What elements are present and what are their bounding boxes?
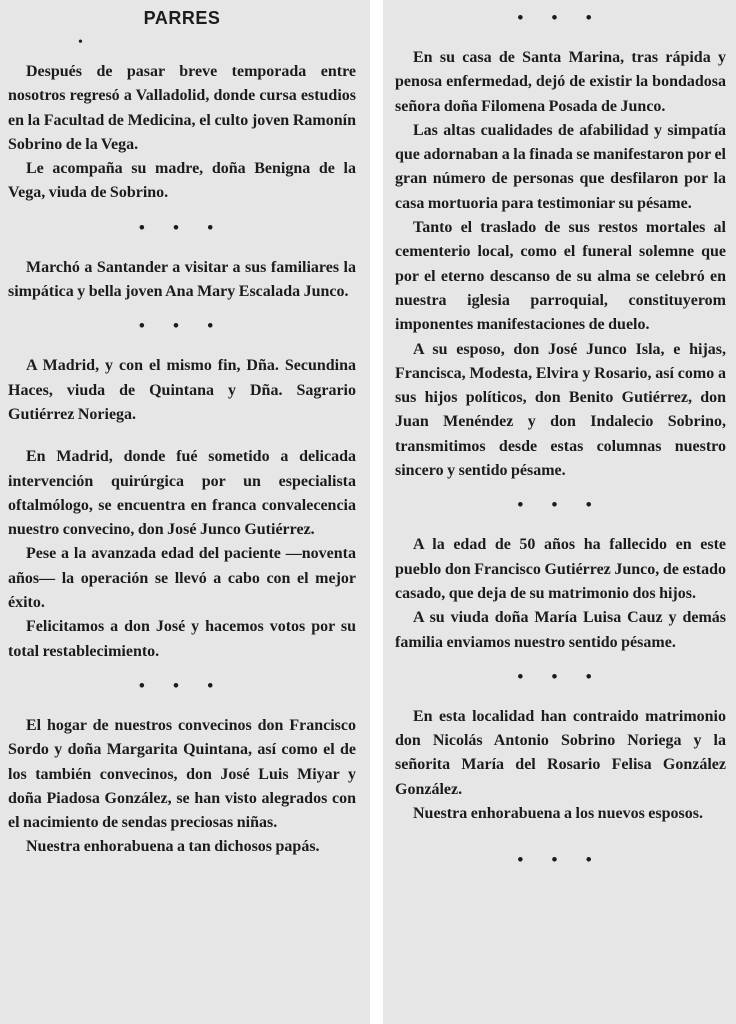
section-heading: PARRES	[143, 8, 221, 28]
section-separator: • • •	[517, 8, 604, 27]
news-paragraph: Nuestra enhorabuena a tan dichosos papás.	[26, 838, 320, 856]
heading-dot: •	[78, 35, 83, 50]
news-paragraph: En Madrid, donde fué sometido a delicada intervención quirúrgica por un especialista oftalmólogo, se encuentra en franca convalecencia nuestro convecino, don José Junco Gutiérrez.	[8, 448, 356, 539]
news-paragraph: Nuestra enhorabuena a los nuevos esposos.	[413, 805, 703, 823]
news-paragraph: Después de pasar breve temporada entre nosotros regresó a Valladolid, donde cursa estudios en la Facultad de Medicina, el culto joven Ramonín Sobrino de la Vega.	[8, 63, 356, 153]
section-separator: • • •	[517, 495, 604, 515]
news-paragraph: A la edad de 50 años ha fallecido en este pueblo don Francisco Gutiérrez Junco, de estado casado, que deja de su matrimonio dos hijos.	[395, 536, 726, 602]
news-paragraph: En esta localidad han contraido matrimonio don Nicolás Antonio Sobrino Noriega y la señorita María del Rosario Felisa González González.	[395, 707, 726, 798]
news-paragraph: El hogar de nuestros convecinos don Francisco Sordo y doña Margarita Quintana, así como el de los también convecinos, don José Luis Miyar y doña Piadosa González, se han visto alegrados con el nacimiento de sendas preciosas niñas.	[8, 716, 356, 832]
column-gutter	[370, 0, 383, 1024]
section-separator: • • •	[138, 217, 226, 237]
section-separator: • • •	[138, 316, 226, 336]
news-paragraph: Marchó a Santander a visitar a sus familiares la simpática y bella joven Ana Mary Escalada Junco.	[8, 258, 356, 301]
news-paragraph: Las altas cualidades de afabilidad y simpatía que adornaban a la finada se manifestaron por el gran número de personas que desfilaron por la casa mortuoria para testimoniar su pésame.	[395, 121, 726, 212]
section-separator: • • •	[517, 850, 604, 870]
news-paragraph: A su viuda doña María Luisa Cauz y demás familia enviamos nuestro sentido pésame.	[395, 609, 726, 651]
news-paragraph: Felicitamos a don José y hacemos votos por su total restablecimiento.	[8, 618, 356, 660]
right-column	[383, 0, 736, 1024]
section-separator: • • •	[138, 675, 226, 695]
news-paragraph: Le acompaña su madre, doña Benigna de la Vega, viuda de Sobrino.	[8, 160, 356, 202]
news-paragraph: A Madrid, y con el mismo fin, Dña. Secundina Haces, viuda de Quintana y Dña. Sagrario Gutiérrez Noriega.	[8, 357, 356, 423]
section-separator: • • •	[517, 666, 604, 686]
news-paragraph: En su casa de Santa Marina, tras rápida y penosa enfermedad, dejó de existir la bondadosa señora doña Filomena Posada de Junco.	[395, 49, 726, 115]
news-paragraph: Tanto el traslado de sus restos mortales al cementerio local, como el funeral solemne que por el eterno descanso de su alma se celebró en nuestra iglesia parroquial, constituyerom imponentes manifestaciones de duelo.	[395, 219, 726, 334]
news-paragraph: A su esposo, don José Junco Isla, e hijas, Francisca, Modesta, Elvira y Rosario, así como a sus hijos políticos, don Benito Gutiérrez, don Juan Menéndez y don Indalecio Sobrino, transmitimos desde estas columnas nuestro sincero y sentido pésame.	[395, 340, 726, 480]
news-paragraph: Pese a la avanzada edad del paciente —noventa años— la operación se llevó a cabo con el mejor éxito.	[8, 545, 356, 612]
